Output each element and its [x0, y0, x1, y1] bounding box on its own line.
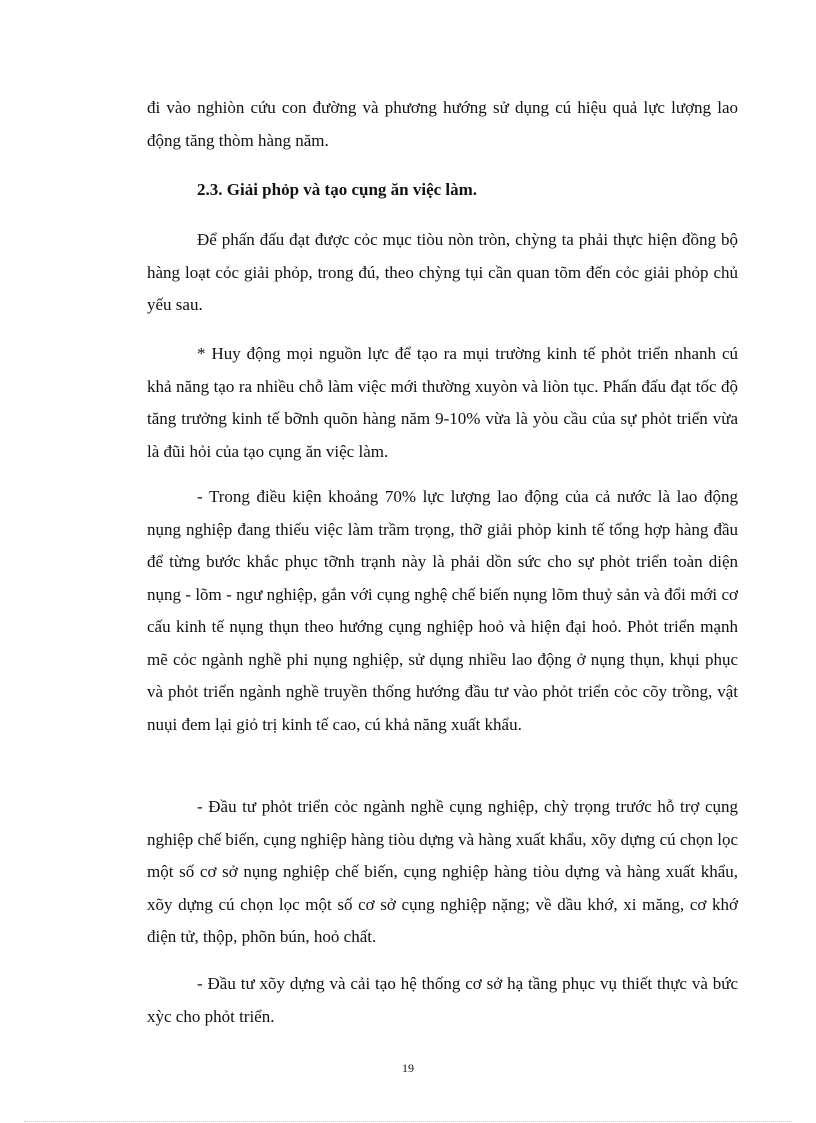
- continuation-paragraph: đi vào nghiòn cứu con đường và phương hướng sử dụng cú hiệu quả lực lượng lao động tăng thòm hàng năm.: [147, 98, 738, 150]
- paragraph-5: - Đầu tư xõy dựng và cải tạo hệ thống cơ sở hạ tầng phục vụ thiết thực và bức xỳc cho phỏt triển.: [147, 974, 738, 1026]
- paragraph-1: Để phấn đấu đạt được cỏc mục tiòu nòn tròn, chỳng ta phải thực hiện đồng bộ hàng loạt cỏc giải phỏp, trong đú, theo chỳng tụi cần quan tõm đến cỏc giải phỏp chủ yếu sau.: [147, 230, 738, 314]
- paragraph-2: * Huy động mọi nguồn lực để tạo ra mụi trường kinh tế phỏt triển nhanh cú khả năng tạo ra nhiều chỗ làm việc mới thường xuyòn và liòn tục. Phấn đấu đạt tốc độ tăng trưởng kinh tế bỡnh quõn hàng năm 9-10% vừa là yòu cầu của sự phỏt triển vừa là đũi hỏi của tạo cụng ăn việc làm.: [147, 344, 738, 461]
- paragraph-block-2: [147, 338, 738, 468]
- page-number: 19: [402, 1061, 414, 1075]
- paragraph-block-4: [147, 791, 738, 954]
- paragraph-block-3: [147, 481, 738, 741]
- section-heading: 2.3. Giải phỏp và tạo cụng ăn việc làm.: [197, 180, 478, 199]
- paragraph-block-5: [147, 968, 738, 1033]
- paragraph-4: - Đầu tư phỏt triển cỏc ngành nghề cụng nghiệp, chỳ trọng trước hỗ trợ cụng nghiệp chế biến, cụng nghiệp hàng tiòu dựng và hàng xuất khẩu, xõy dựng cú chọn lọc một số cơ sở nụng nghiệp chế biến, cụng nghiệp hàng tiòu dựng và hàng xuất khẩu, xõy dựng cú chọn lọc một số cơ sở cụng nghiệp nặng; về dầu khớ, xi măng, cơ khớ điện tử, thộp, phõn bún, hoỏ chất.: [147, 797, 738, 946]
- intro-text-block: [147, 92, 738, 157]
- bottom-dotted-rule: [24, 1121, 792, 1122]
- paragraph-3: - Trong điều kiện khoảng 70% lực lượng lao động của cả nước là lao động nụng nghiệp đang thiếu việc làm trầm trọng, thỡ giải phỏp kinh tế tổng hợp hàng đầu để từng bước khắc phục tỡnh trạnh này là phải dồn sức cho sự phỏt triển toàn diện nụng - lõm - ngư nghiệp, gắn với cụng nghệ chế biến nụng lõm thuỷ sản và đổi mới cơ cấu kinh tế nụng thụn theo hướng cụng nghiệp hoỏ và hiện đại hoỏ. Phỏt triển mạnh mẽ cỏc ngành nghề phi nụng nghiệp, sử dụng nhiều lao động ở nụng thụn, khụi phục và phỏt triển ngành nghề truyền thống hướng đầu tư vào phỏt triển cỏc cõy trồng, vật nuụi đem lại giỏ trị kinh tế cao, cú khả năng xuất khẩu.: [147, 487, 738, 734]
- paragraph-block-1: [147, 224, 738, 322]
